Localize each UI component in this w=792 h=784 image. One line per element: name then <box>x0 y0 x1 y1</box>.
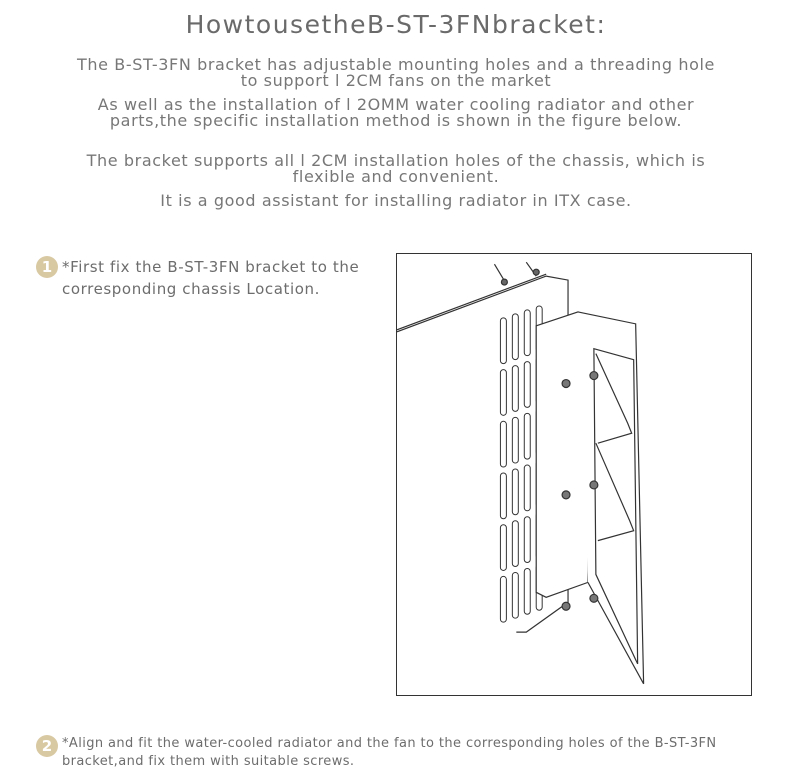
chassis-slot <box>512 314 518 360</box>
intro-paragraph-1: The B-ST-3FN bracket has adjustable mounting holes and a threading hole to support l 2CM fans on the market <box>77 55 715 90</box>
chassis-slot <box>500 421 506 467</box>
chassis-slot <box>524 465 530 511</box>
chassis-slot <box>524 362 530 408</box>
intro-paragraph-3: The bracket supports all l 2CM installation holes of the chassis, which is flexible and convenient. <box>86 151 706 186</box>
chassis-slot <box>524 413 530 459</box>
step-number-1: 1 <box>36 256 58 278</box>
step-2-text: *Align and fit the water-cooled radiator and the fan to the corresponding holes of the B-ST-3FN bracket,and fix them with suitable screws. <box>62 736 717 769</box>
chassis-slot <box>512 417 518 463</box>
chassis-slot <box>524 568 530 614</box>
intro-paragraph-2: As well as the installation of l 2OMM water cooling radiator and other parts,the specific installation method is shown in the figure below. <box>97 95 695 130</box>
chassis-slot <box>512 366 518 412</box>
step-1-text: *First fix the B-ST-3FN bracket to the corresponding chassis Location. <box>62 258 360 298</box>
step-2 <box>36 735 776 771</box>
chassis-slot <box>524 517 530 563</box>
chassis-slot <box>500 525 506 571</box>
bracket-installation-figure <box>396 253 752 696</box>
chassis-slot <box>500 318 506 364</box>
chassis-slot <box>512 469 518 515</box>
chassis-slot <box>512 572 518 618</box>
chassis-slot <box>524 310 530 356</box>
chassis-slot <box>500 370 506 416</box>
page-title: HowtousetheB-ST-3FNbracket: <box>185 10 607 39</box>
bracket-installation-drawing-icon <box>397 254 751 695</box>
chassis-slot <box>500 473 506 519</box>
chassis-slot <box>500 576 506 622</box>
intro-paragraph-4: It is a good assistant for installing radiator in ITX case. <box>160 191 632 210</box>
step-number-2: 2 <box>36 735 58 757</box>
chassis-slot <box>512 521 518 567</box>
step-1 <box>36 256 396 300</box>
